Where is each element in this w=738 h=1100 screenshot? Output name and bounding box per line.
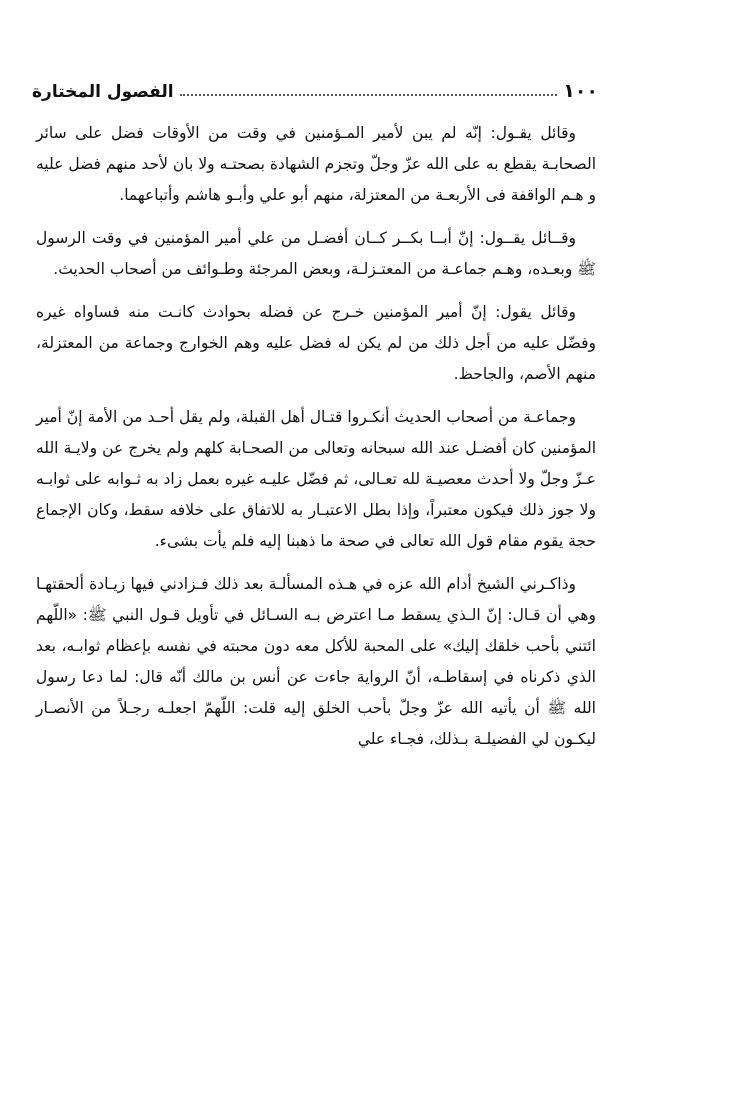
paragraph: وقــائل يقــول: إنّ أبــا بكــر كــان أفضـل من علي أمير المؤمنين في وقت الرسول ﷺ وبعـده، وهـم جماعـة من المعتـزلـة، وبعض المرجئة وطـوائف من أصحاب الحديث. [36,229,596,278]
dotted-leader [180,94,558,96]
paragraph: وذاكـرني الشيخ أدام الله عزه في هـذه المسألـة بعد ذلك فـزادني فيها زيـادة ألحقتهـا وهي أن قـال: إنّ الـذي يسقط مـا اعترض بـه السـائل في تأويل قـول النبي ﷺ: «اللّهم ائتني بأحب خلقك إليك» على المحبة للأكل معه دون محبته في نفسه بإعظام ثوابـه، بعد الذي ذكرناه في إسقاطـه، أنّ الرواية جاءت عن أنس بن مالك أنّه قال: لما دعا رسول الله ﷺ أن يأتيه الله عزّ وجلّ بأحب الخلق إليه قلت: اللّهمّ اجعلـه رجـلاً من الأنصـار ليكـون لي الفضيلـة بـذلك، فجـاء علي [36,575,596,748]
body-text [36,118,596,767]
paragraph: وقائل يقـول: إنّه لم يبن لأمير المـؤمنين في وقت من الأوقات فضل على سائر الصحابـة يقطع به على الله عزّ وجلّ وتجزم الشهادة بصحتـه ولا بان لأحد منهم فضل عليه و هـم الواقفة فى الأربعـة من المعتزلة، منهم أبو علي وأبـو هاشم وأتباعهما. [36,124,596,204]
page-number: ١٠٠ [563,80,598,102]
paragraph: وجماعـة من أصحاب الحديث أنكـروا قتـال أهل القبلة، ولم يقل أحـد من الأمة إنّ أمير المؤمنين كان أفضـل عند الله سبحانه وتعالى من الصحـابة كلهم ولم يخرج عن ولايـة الله عـزّ وجلّ ولا أحدث معصيـة لله تعـالى، ثم فضّل عليـه غيره بعمل زاد به ثـوابه على ثوابـه ولا جوز ذلك فيكون معتبراً، وإذا بطل الاعتبـار به للاتفاق على خلافه سقط، وكان الإجماع حجة يقوم مقام قول الله تعالى في صحة ما ذهبنا إليه فلم يأت بشىء. [36,408,596,550]
paragraph: وقائل يقول: إنّ أمير المؤمنين خـرج عن فضله بحوادث كانـت منه فساواه غيره وفضّل عليه من أجل ذلك من لم يكن له فضل عليه وهم الخوارج وجماعة من المعتزلة، منهم الأصم، والجاحظ. [36,303,596,383]
running-title: الفصول المختارة [32,82,174,102]
page-header [32,76,598,102]
